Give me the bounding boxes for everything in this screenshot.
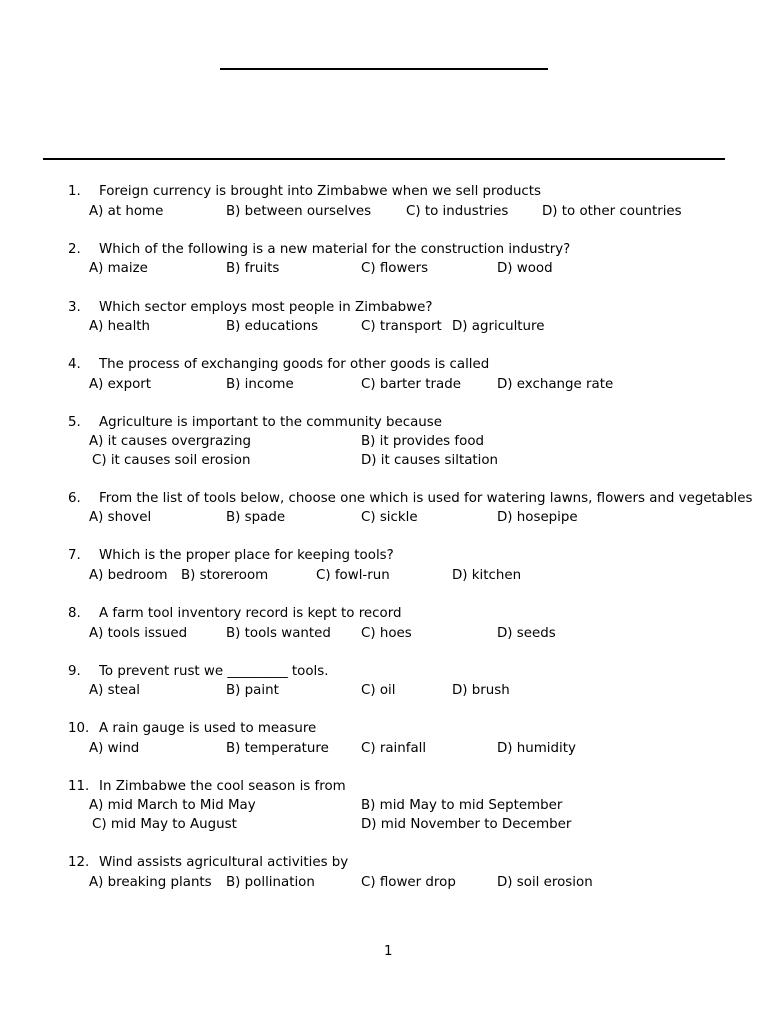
answer-option-c: C) hoes <box>361 626 412 641</box>
question-text: Wind assists agricultural activities by <box>99 855 349 870</box>
question-text: In Zimbabwe the cool season is from <box>99 779 346 794</box>
answer-option-a: A) export <box>89 377 152 392</box>
answer-option-c: C) barter trade <box>361 377 461 392</box>
answer-option-a: A) shovel <box>89 510 152 525</box>
answer-option-b: B) pollination <box>226 875 315 890</box>
answer-option-b: B) temperature <box>226 741 329 756</box>
question-number: 7. <box>68 548 81 563</box>
answer-option-a: A) maize <box>89 261 148 276</box>
answer-option-c: C) fowl-run <box>316 568 390 583</box>
answer-option-a: A) health <box>89 319 151 334</box>
question-number: 5. <box>68 415 81 430</box>
answer-option-d: D) wood <box>497 261 553 276</box>
answer-option-d: D) to other countries <box>542 204 682 219</box>
question-text: Which of the following is a new material for the construction industry? <box>99 242 571 257</box>
question-number: 9. <box>68 664 81 679</box>
answer-option-d: D) brush <box>452 683 510 698</box>
question-text: A farm tool inventory record is kept to record <box>99 606 402 621</box>
answer-option-a: A) mid March to Mid May <box>89 798 256 813</box>
answer-option-a: A) it causes overgrazing <box>89 434 251 449</box>
question-text: From the list of tools below, choose one which is used for watering lawns, flowers and vegetables <box>99 491 753 506</box>
answer-option-d: D) it causes siltation <box>361 453 499 468</box>
answer-option-c: C) oil <box>361 683 396 698</box>
question-number: 8. <box>68 606 81 621</box>
header-rule <box>43 158 725 160</box>
question-number: 3. <box>68 300 81 315</box>
question-number: 2. <box>68 242 81 257</box>
answer-option-d: D) exchange rate <box>497 377 614 392</box>
answer-option-c: C) flower drop <box>361 875 456 890</box>
page-number: 1 <box>384 944 393 959</box>
answer-option-c: C) rainfall <box>361 741 427 756</box>
answer-option-a: A) tools issued <box>89 626 188 641</box>
answer-option-c: C) it causes soil erosion <box>92 453 251 468</box>
question-number: 11. <box>68 779 90 794</box>
question-text: A rain gauge is used to measure <box>99 721 317 736</box>
answer-option-b: B) between ourselves <box>226 204 372 219</box>
answer-option-d: D) seeds <box>497 626 556 641</box>
answer-option-a: A) wind <box>89 741 140 756</box>
answer-option-c: C) transport <box>361 319 442 334</box>
title-blank-line <box>220 68 548 70</box>
answer-option-d: D) kitchen <box>452 568 522 583</box>
question-text: Which is the proper place for keeping tools? <box>99 548 394 563</box>
answer-option-a: A) at home <box>89 204 164 219</box>
answer-option-d: D) humidity <box>497 741 576 756</box>
answer-option-b: B) tools wanted <box>226 626 331 641</box>
answer-option-c: C) mid May to August <box>92 817 237 832</box>
answer-option-b: B) paint <box>226 683 279 698</box>
question-number: 10. <box>68 721 90 736</box>
answer-option-b: B) income <box>226 377 294 392</box>
answer-option-c: C) sickle <box>361 510 418 525</box>
question-number: 6. <box>68 491 81 506</box>
answer-option-a: A) steal <box>89 683 141 698</box>
question-text: To prevent rust we _________ tools. <box>99 664 329 679</box>
answer-option-a: A) breaking plants <box>89 875 212 890</box>
answer-option-b: B) educations <box>226 319 319 334</box>
answer-option-d: D) hosepipe <box>497 510 578 525</box>
question-text: The process of exchanging goods for other goods is called <box>99 357 490 372</box>
answer-option-d: D) mid November to December <box>361 817 572 832</box>
answer-option-d: D) soil erosion <box>497 875 593 890</box>
answer-option-c: C) flowers <box>361 261 429 276</box>
answer-option-c: C) to industries <box>406 204 509 219</box>
answer-option-b: B) spade <box>226 510 286 525</box>
question-number: 1. <box>68 184 81 199</box>
question-number: 4. <box>68 357 81 372</box>
question-text: Which sector employs most people in Zimbabwe? <box>99 300 433 315</box>
answer-option-a: A) bedroom <box>89 568 168 583</box>
question-number: 12. <box>68 855 90 870</box>
answer-option-d: D) agriculture <box>452 319 545 334</box>
question-text: Agriculture is important to the community because <box>99 415 442 430</box>
answer-option-b: B) storeroom <box>181 568 269 583</box>
answer-option-b: B) fruits <box>226 261 280 276</box>
question-text: Foreign currency is brought into Zimbabwe when we sell products <box>99 184 542 199</box>
answer-option-b: B) mid May to mid September <box>361 798 563 813</box>
answer-option-b: B) it provides food <box>361 434 485 449</box>
